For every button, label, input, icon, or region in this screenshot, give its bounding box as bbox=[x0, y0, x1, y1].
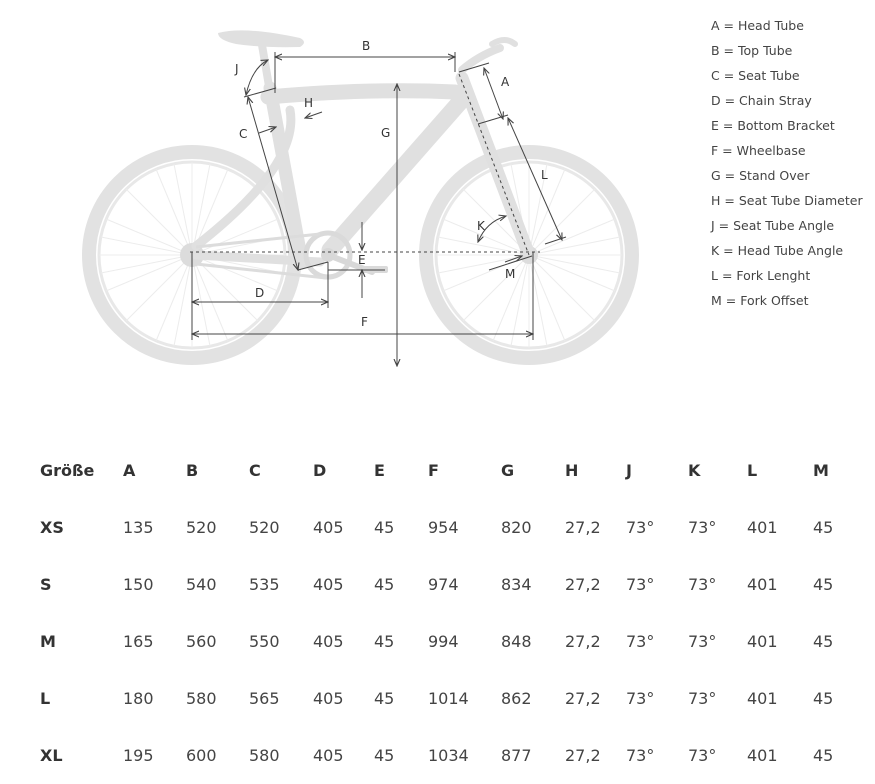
cell-c: 565 bbox=[249, 689, 280, 708]
label-l: L bbox=[541, 168, 548, 182]
cell-f: 994 bbox=[428, 632, 459, 651]
geometry-legend bbox=[711, 17, 863, 317]
cell-a: 195 bbox=[123, 746, 154, 765]
cell-a: 150 bbox=[123, 575, 154, 594]
table-row bbox=[34, 727, 847, 784]
cell-j: 73° bbox=[626, 575, 655, 594]
header-m: M bbox=[813, 461, 829, 480]
cell-h: 27,2 bbox=[565, 746, 601, 765]
label-m: M bbox=[505, 267, 516, 281]
label-j: J bbox=[235, 62, 239, 76]
cell-d: 405 bbox=[313, 518, 344, 537]
cell-l: 401 bbox=[747, 689, 778, 708]
legend-item-j: J = Seat Tube Angle bbox=[711, 218, 835, 233]
header-h: H bbox=[565, 461, 579, 480]
label-f: F bbox=[361, 315, 368, 329]
cell-m: 45 bbox=[813, 575, 834, 594]
cell-f: 1014 bbox=[428, 689, 469, 708]
header-j: J bbox=[626, 461, 632, 480]
cell-size: L bbox=[40, 689, 51, 708]
header-size: Größe bbox=[40, 461, 95, 480]
bike-silhouette bbox=[89, 30, 632, 358]
header-d: D bbox=[313, 461, 327, 480]
cell-k: 73° bbox=[688, 575, 717, 594]
cell-g: 820 bbox=[501, 518, 532, 537]
cell-l: 401 bbox=[747, 575, 778, 594]
label-b: B bbox=[362, 39, 371, 53]
cell-j: 73° bbox=[626, 632, 655, 651]
table-row bbox=[34, 670, 847, 727]
cell-a: 165 bbox=[123, 632, 154, 651]
cell-k: 73° bbox=[688, 632, 717, 651]
cell-l: 401 bbox=[747, 746, 778, 765]
label-k: K bbox=[477, 219, 485, 233]
legend-item-e: E = Bottom Bracket bbox=[711, 118, 835, 133]
cell-size: XS bbox=[40, 518, 64, 537]
cell-e: 45 bbox=[374, 689, 395, 708]
cell-h: 27,2 bbox=[565, 575, 601, 594]
cell-c: 550 bbox=[249, 632, 280, 651]
header-g: G bbox=[501, 461, 515, 480]
cell-g: 848 bbox=[501, 632, 532, 651]
saddle bbox=[218, 30, 304, 47]
header-l: L bbox=[747, 461, 758, 480]
cell-size: XL bbox=[40, 746, 63, 765]
cell-a: 180 bbox=[123, 689, 154, 708]
cell-m: 45 bbox=[813, 518, 834, 537]
cell-j: 73° bbox=[626, 518, 655, 537]
legend-item-a: A = Head Tube bbox=[711, 18, 804, 33]
cell-j: 73° bbox=[626, 746, 655, 765]
legend-item-m: M = Fork Offset bbox=[711, 293, 809, 308]
header-b: B bbox=[186, 461, 199, 480]
cell-f: 974 bbox=[428, 575, 459, 594]
cell-b: 540 bbox=[186, 575, 217, 594]
cell-g: 862 bbox=[501, 689, 532, 708]
cell-h: 27,2 bbox=[565, 689, 601, 708]
legend-item-c: C = Seat Tube bbox=[711, 68, 800, 83]
label-d: D bbox=[255, 286, 265, 300]
cell-d: 405 bbox=[313, 575, 344, 594]
cell-c: 535 bbox=[249, 575, 280, 594]
table-header-row bbox=[34, 442, 847, 499]
cell-e: 45 bbox=[374, 575, 395, 594]
cell-k: 73° bbox=[688, 689, 717, 708]
label-a: A bbox=[501, 75, 510, 89]
cell-f: 1034 bbox=[428, 746, 469, 765]
cell-g: 834 bbox=[501, 575, 532, 594]
cell-m: 45 bbox=[813, 689, 834, 708]
label-e: E bbox=[358, 253, 366, 267]
cell-b: 560 bbox=[186, 632, 217, 651]
legend-item-k: K = Head Tube Angle bbox=[711, 243, 844, 258]
cell-j: 73° bbox=[626, 689, 655, 708]
table-row bbox=[34, 556, 847, 613]
header-f: F bbox=[428, 461, 439, 480]
geometry-table bbox=[34, 442, 847, 784]
header-a: A bbox=[123, 461, 136, 480]
label-c: C bbox=[239, 127, 248, 141]
cell-e: 45 bbox=[374, 518, 395, 537]
cell-c: 580 bbox=[249, 746, 280, 765]
label-g: G bbox=[381, 126, 391, 140]
legend-item-h: H = Seat Tube Diameter bbox=[711, 193, 863, 208]
cell-k: 73° bbox=[688, 746, 717, 765]
header-e: E bbox=[374, 461, 385, 480]
cell-b: 520 bbox=[186, 518, 217, 537]
cell-b: 600 bbox=[186, 746, 217, 765]
cell-d: 405 bbox=[313, 746, 344, 765]
legend-item-d: D = Chain Stray bbox=[711, 93, 812, 108]
cell-size: M bbox=[40, 632, 56, 651]
cell-d: 405 bbox=[313, 632, 344, 651]
cell-l: 401 bbox=[747, 518, 778, 537]
cell-e: 45 bbox=[374, 632, 395, 651]
cell-e: 45 bbox=[374, 746, 395, 765]
cell-b: 580 bbox=[186, 689, 217, 708]
table-row bbox=[34, 613, 847, 670]
cell-c: 520 bbox=[249, 518, 280, 537]
cell-g: 877 bbox=[501, 746, 532, 765]
bike-geometry-diagram bbox=[0, 0, 700, 400]
cell-h: 27,2 bbox=[565, 632, 601, 651]
cell-m: 45 bbox=[813, 746, 834, 765]
cell-k: 73° bbox=[688, 518, 717, 537]
legend-item-b: B = Top Tube bbox=[711, 43, 793, 58]
cell-size: S bbox=[40, 575, 52, 594]
header-c: C bbox=[249, 461, 261, 480]
cell-a: 135 bbox=[123, 518, 154, 537]
legend-item-f: F = Wheelbase bbox=[711, 143, 806, 158]
legend-item-l: L = Fork Lenght bbox=[711, 268, 811, 283]
cell-h: 27,2 bbox=[565, 518, 601, 537]
cell-l: 401 bbox=[747, 632, 778, 651]
header-k: K bbox=[688, 461, 701, 480]
cell-m: 45 bbox=[813, 632, 834, 651]
label-h: H bbox=[304, 96, 314, 110]
cell-d: 405 bbox=[313, 689, 344, 708]
table-row bbox=[34, 499, 847, 556]
cell-f: 954 bbox=[428, 518, 459, 537]
legend-item-g: G = Stand Over bbox=[711, 168, 810, 183]
